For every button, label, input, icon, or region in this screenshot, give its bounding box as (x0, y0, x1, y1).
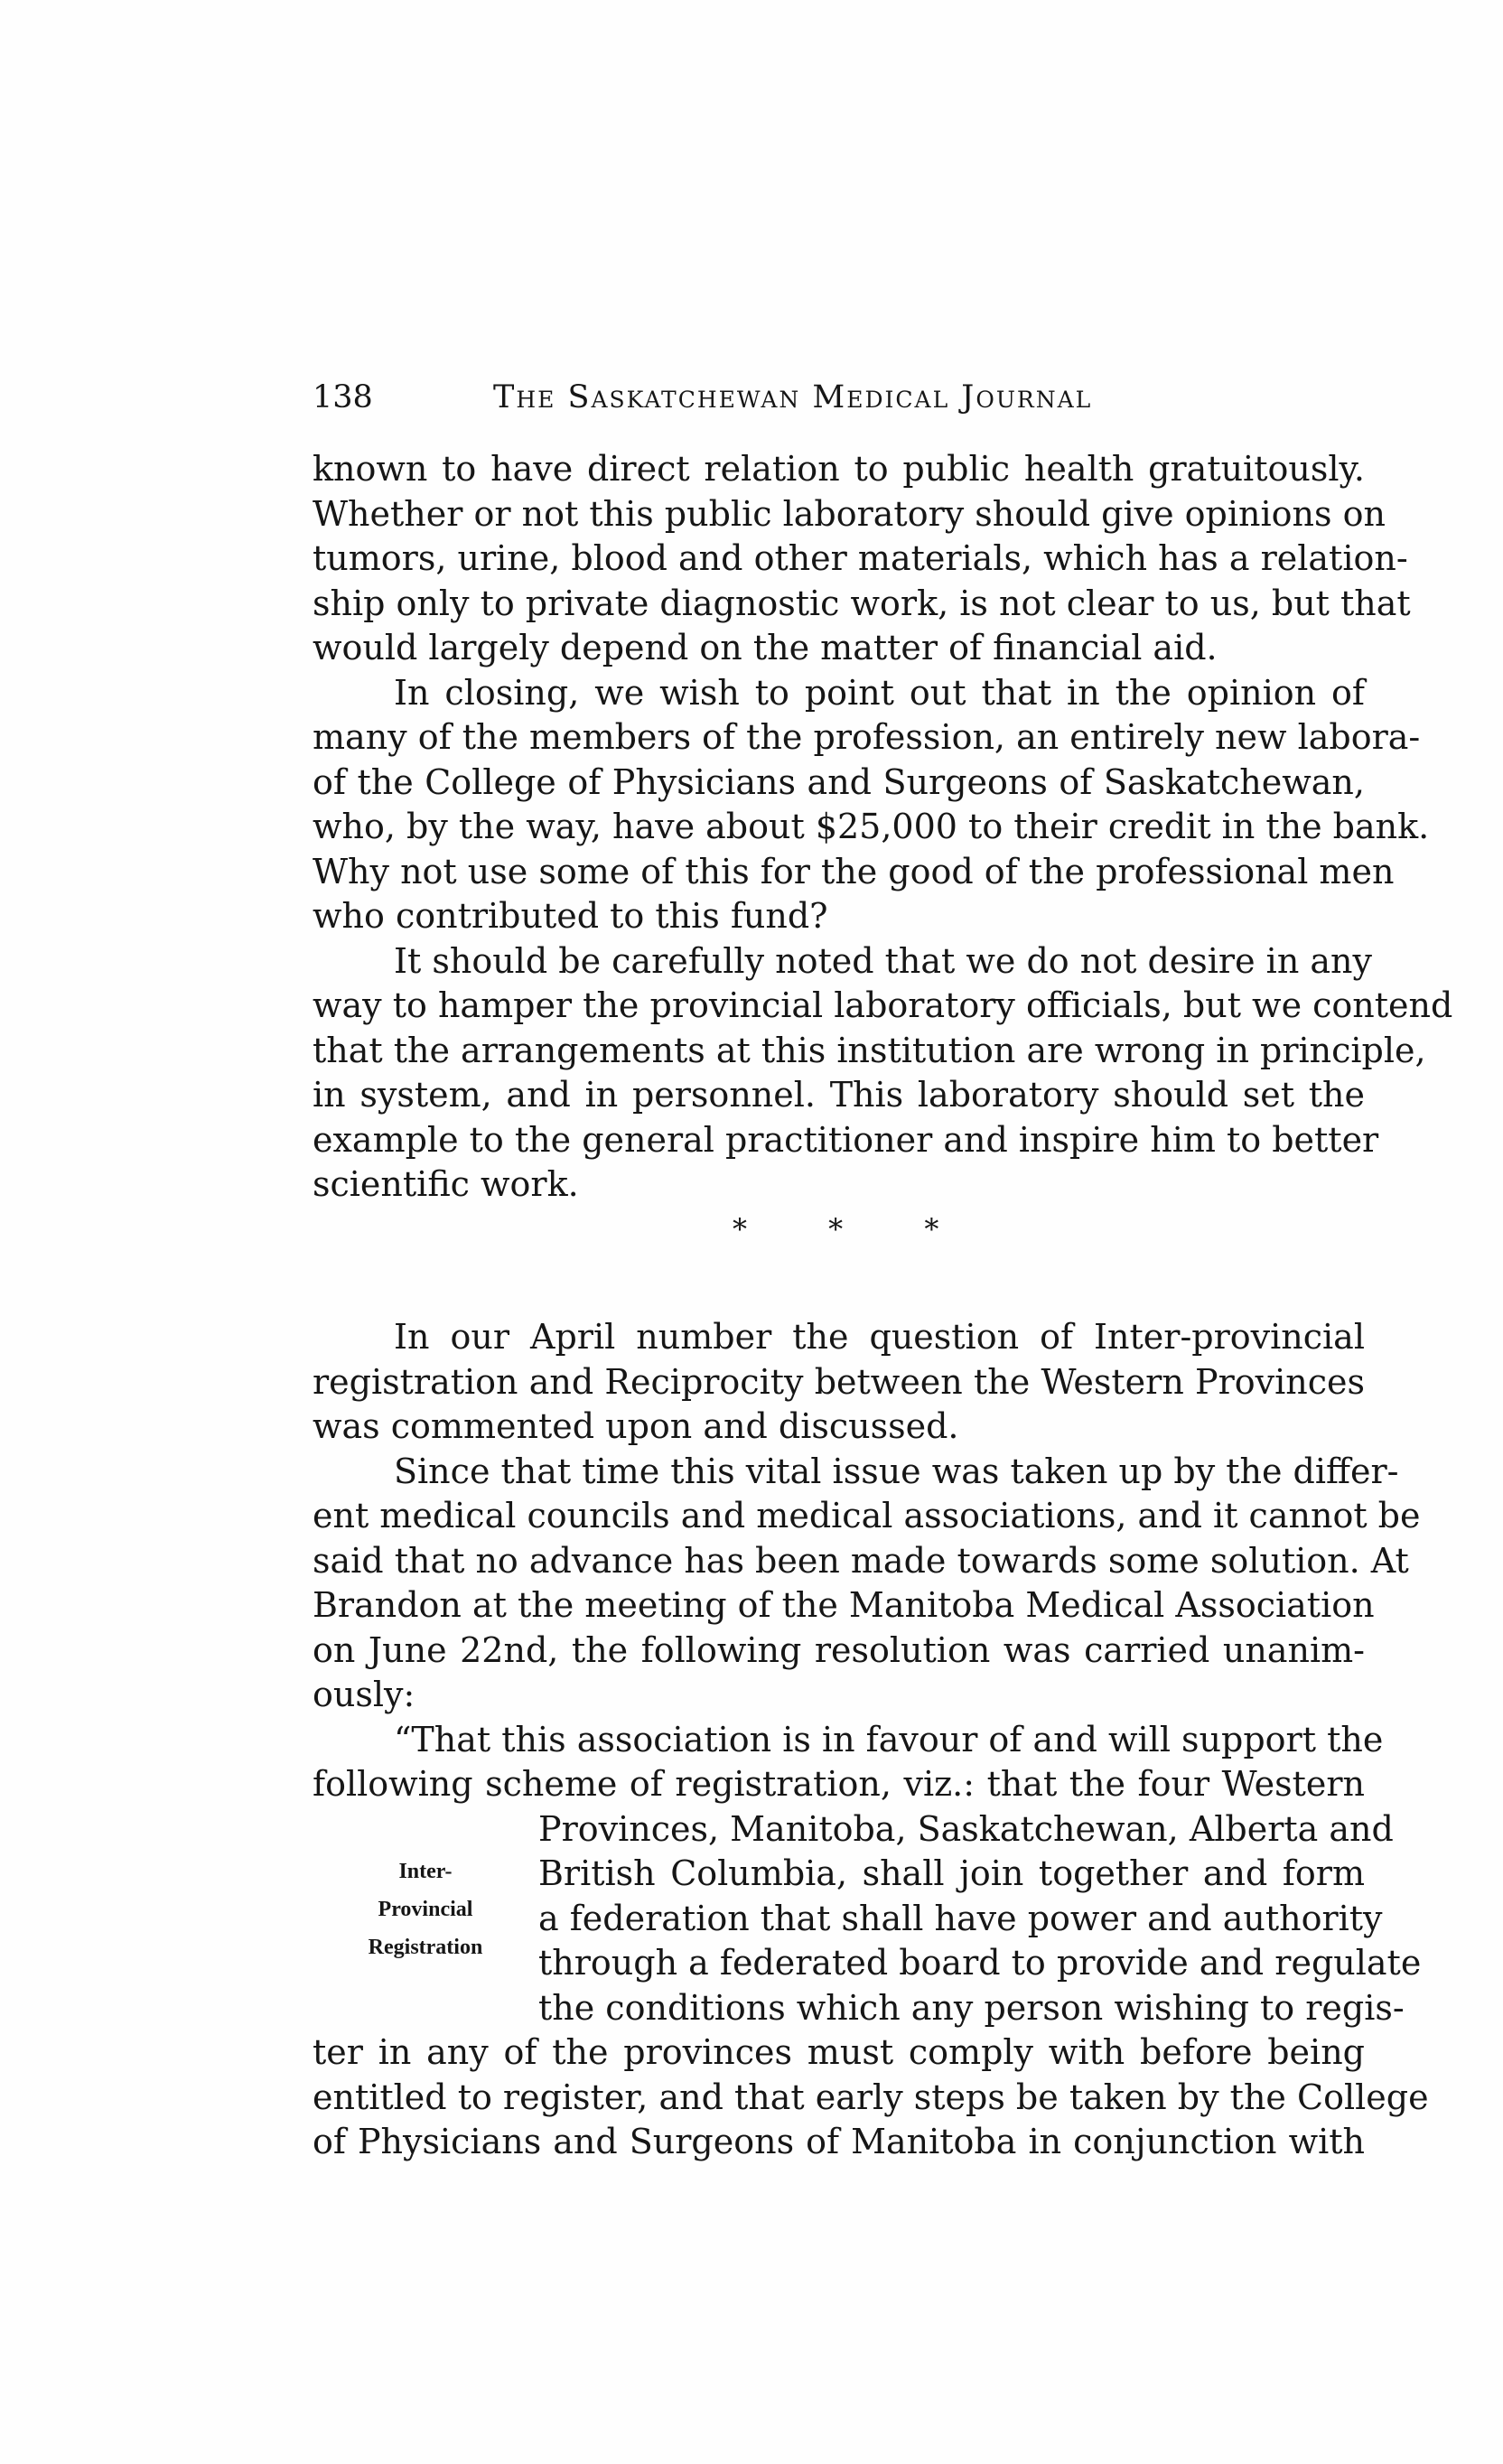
paragraph-6 (313, 1718, 1429, 2165)
text-line: It should be carefully noted that we do not desire in any (394, 940, 1372, 981)
text-line: Whether or not this public laboratory should give opinions on (313, 493, 1386, 534)
text-line: ent medical councils and medical associations, and it cannot be (313, 1496, 1421, 1535)
text-line: the conditions which any person wishing to regis- (538, 1987, 1405, 2028)
spacer (313, 1252, 1365, 1315)
text-line: British Columbia, shall join together and form (538, 1853, 1365, 1893)
text-line: “That this association is in favour of and will support the (394, 1719, 1384, 1759)
text-line: on June 22nd, the following resolution was carried unanim- (313, 1629, 1365, 1670)
text-line: scientific work. (313, 1164, 579, 1204)
text-line: In closing, we wish to point out that in the opinion of (394, 672, 1365, 713)
text-line: many of the members of the profession, an entirely new labora- (313, 717, 1421, 757)
text-line: Provinces, Manitoba, Saskatchewan, Alberta and (538, 1808, 1394, 1849)
text-line: In our April number the question of Inter-provincial (394, 1317, 1365, 1357)
text-line: through a federated board to provide and regulate (538, 1943, 1422, 1983)
text-line: Why not use some of this for the good of the professional men (313, 851, 1395, 891)
marginal-note-line: Registration (368, 1935, 483, 1959)
paragraph-2 (313, 671, 1430, 939)
section-separator: * * * (733, 1211, 976, 1246)
text-line: would largely depend on the matter of financial aid. (313, 628, 1218, 667)
text-line: example to the general practitioner and inspire him to better (313, 1119, 1379, 1160)
text-line: tumors, urine, blood and other materials, which has a relation- (313, 538, 1408, 578)
text-line: Since that time this vital issue was taken up by the differ- (394, 1451, 1399, 1491)
marginal-note-line: Provincial (378, 1897, 473, 1921)
marginal-note (349, 1853, 502, 1966)
text-line: who, by the way, have about $25,000 to their credit in the bank. (313, 807, 1430, 846)
text-line: entitled to register, and that early steps be taken by the College (313, 2077, 1429, 2117)
text-line: in system, and in personnel. This laboratory should set the (313, 1075, 1365, 1115)
text-line: a federation that shall have power and authority (538, 1898, 1383, 1938)
page-number: 138 (313, 379, 373, 415)
marginal-note-line: Inter- (398, 1859, 453, 1883)
text-line: of the College of Physicians and Surgeons of Saskatchewan, (313, 761, 1365, 802)
body-text (313, 447, 1453, 2165)
text-line: was commented upon and discussed. (313, 1406, 959, 1446)
paragraph-1 (313, 447, 1411, 671)
text-line: way to hamper the provincial laboratory officials, but we contend (313, 985, 1453, 1025)
text-line: Brandon at the meeting of the Manitoba Medical Association (313, 1585, 1375, 1625)
text-line: ter in any of the provinces must comply with before being (313, 2032, 1365, 2072)
page-header (313, 375, 1365, 420)
text-line: registration and Reciprocity between the Western Provinces (313, 1361, 1365, 1402)
paragraph-3 (313, 939, 1453, 1208)
text-line: of Physicians and Surgeons of Manitoba in conjunction with (313, 2122, 1365, 2161)
paragraph-5 (313, 1450, 1421, 1718)
text-line: ship only to private diagnostic work, is not clear to us, but that (313, 583, 1411, 623)
text-line: that the arrangements at this institution are wrong in principle, (313, 1030, 1426, 1070)
text-line: known to have direct relation to public health gratuitously. (313, 449, 1365, 489)
paragraph-4 (313, 1315, 1365, 1450)
text-line: said that no advance has been made towards some solution. At (313, 1540, 1409, 1581)
marginal-section (313, 1807, 1422, 2031)
running-title: The Saskatchewan Medical Journal (493, 379, 1093, 415)
text-line: following scheme of registration, viz.: that the four Western (313, 1764, 1365, 1804)
text-line: who contributed to this fund? (313, 896, 828, 936)
text-line: ously: (313, 1675, 415, 1714)
